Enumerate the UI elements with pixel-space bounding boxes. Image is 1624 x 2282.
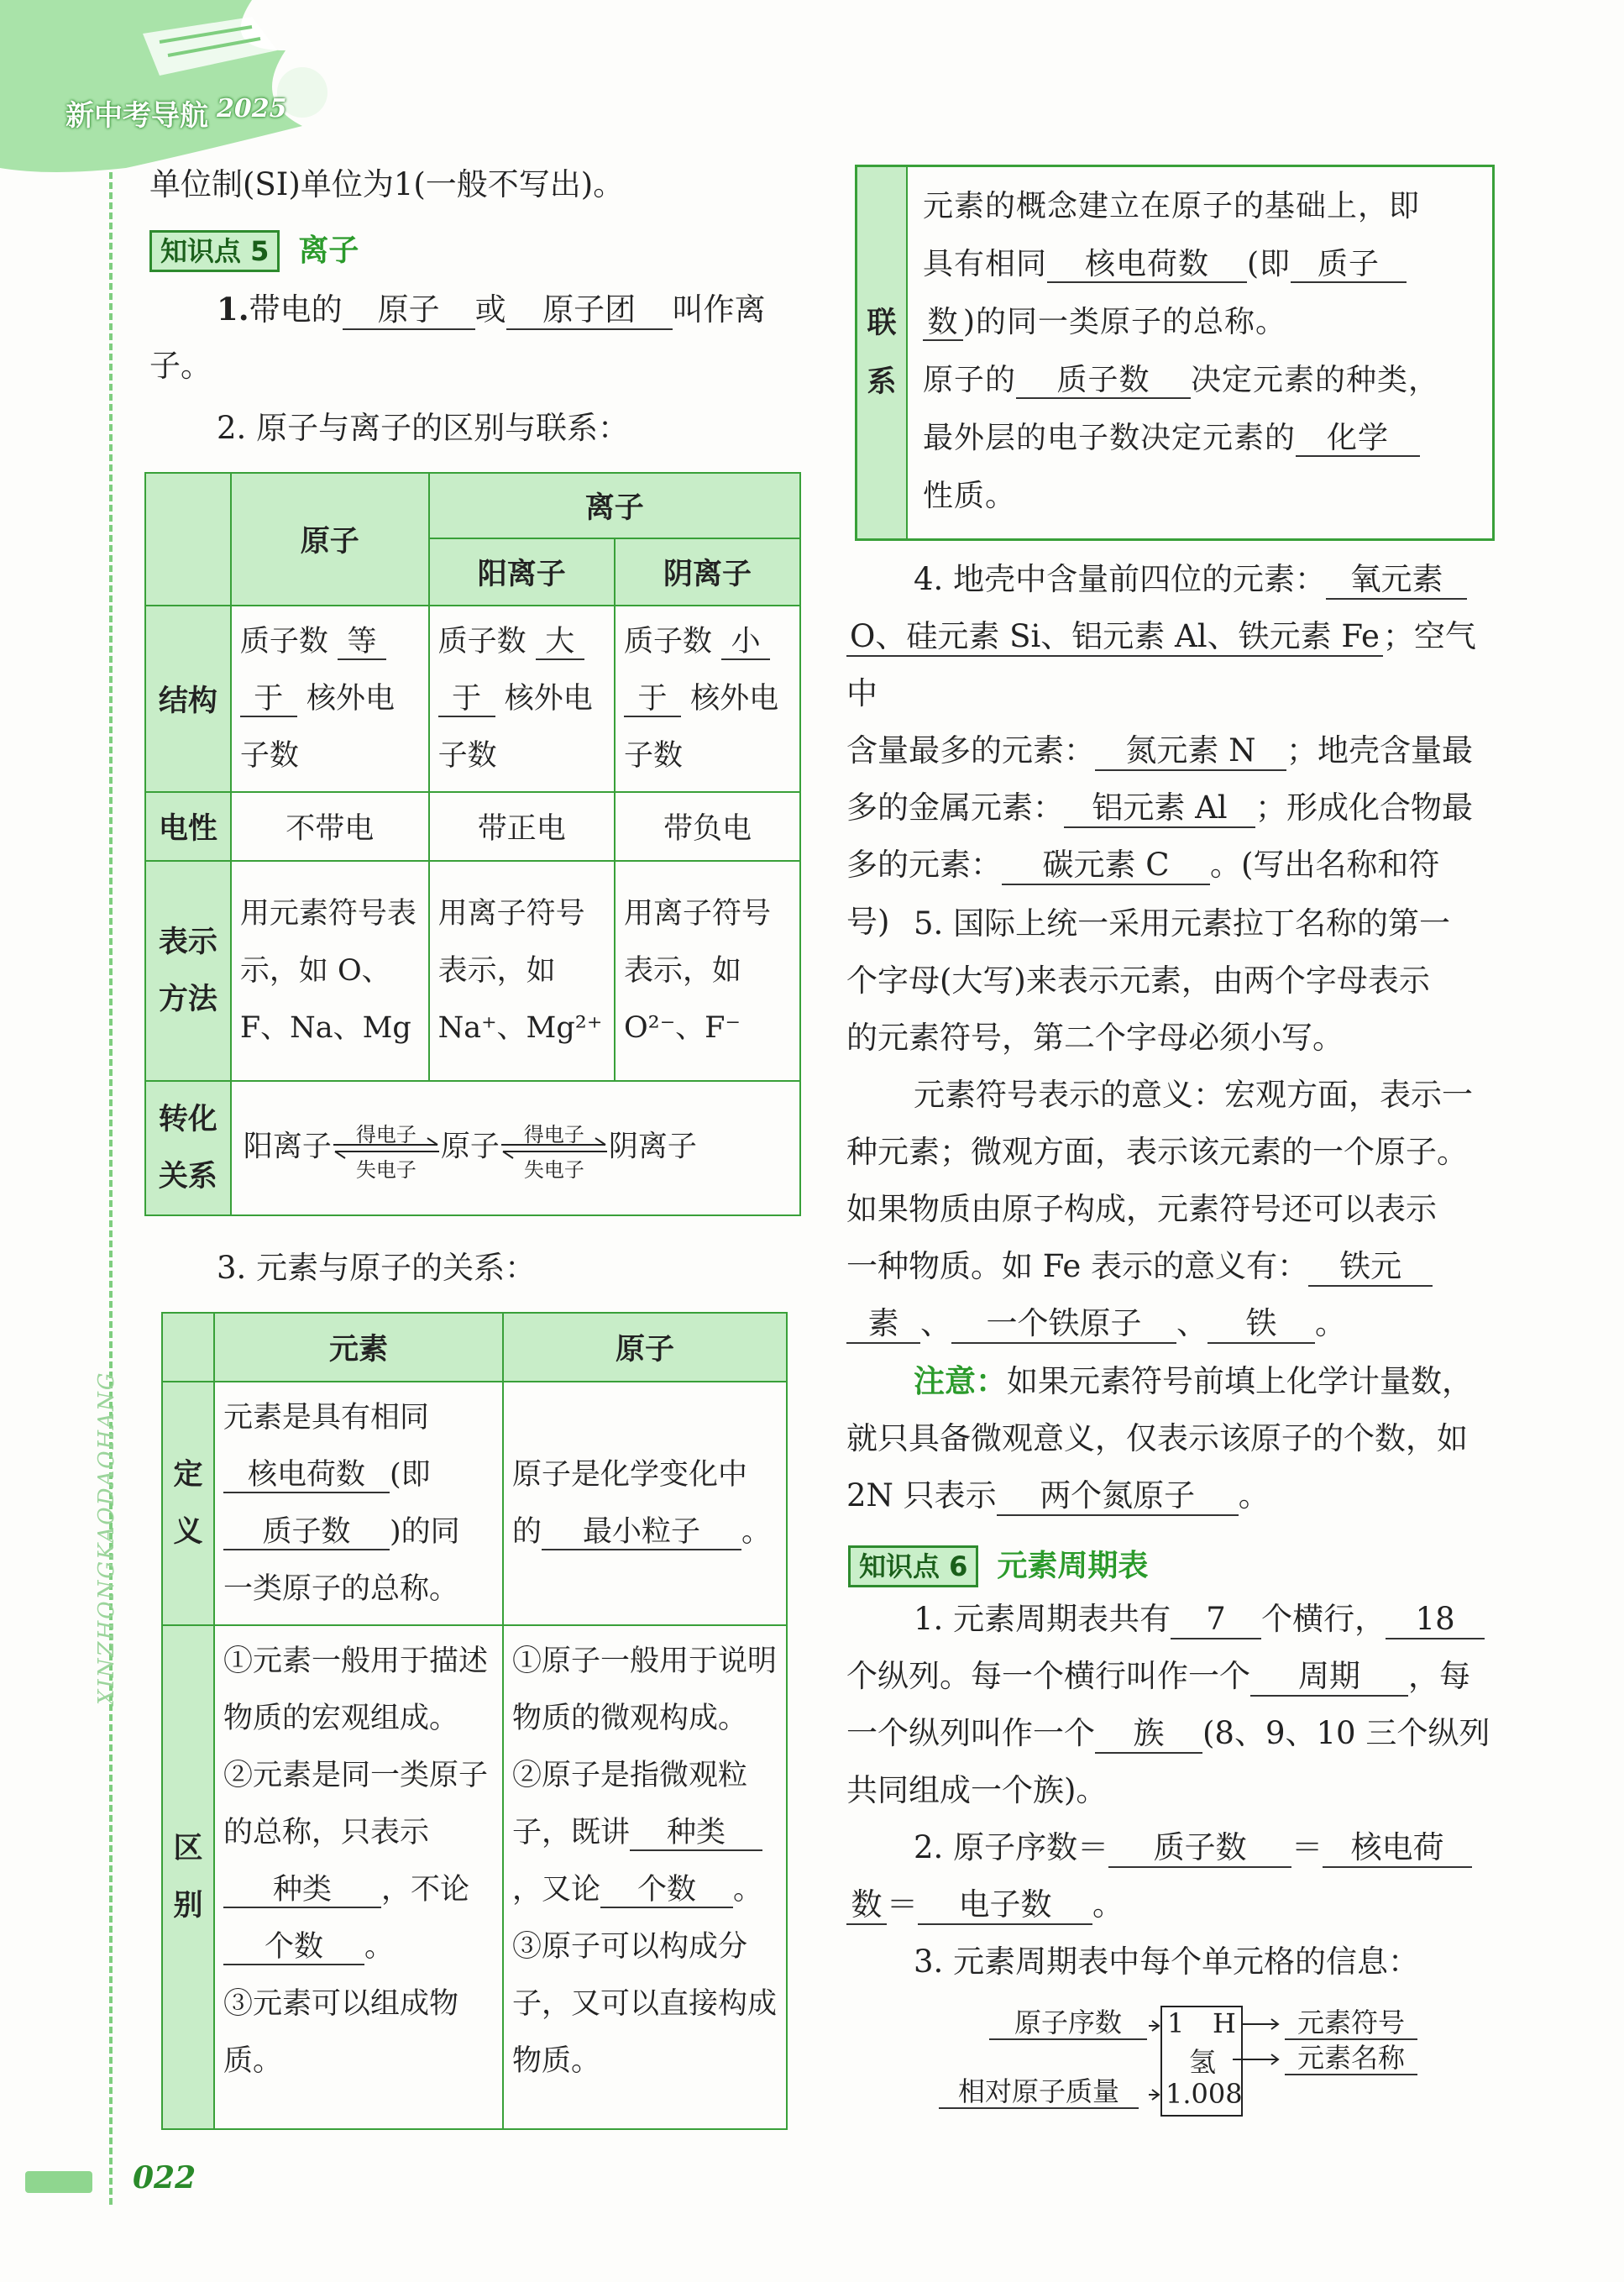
t1-structure-anion: 质子数 小 于 核外电子数	[615, 606, 800, 792]
kp5-label: 知识点 5	[149, 230, 280, 272]
cell-name: 氢	[1189, 2046, 1217, 2078]
periodic-p1: 1. 元素周期表共有 7 个横行， 18 个纵列。每一个横行叫作一个 周期 ，每 一个纵列叫作一个 族 (8、9、10 三个纵列 共同组成一个族)。	[846, 1601, 1490, 1808]
q1-number: 1.	[217, 291, 249, 328]
label-atomic-number: 原子序数	[989, 2007, 1147, 2040]
t2-def-atom: 原子是化学变化中 的 最小粒子 。	[503, 1382, 787, 1625]
footer-bar	[25, 2171, 92, 2193]
conv-arrow-2: 得电子 失电子	[500, 1123, 609, 1173]
t1-repr-cation: 用离子符号表示，如Na⁺、Mg²⁺	[429, 861, 615, 1081]
label-element-name: 元素名称	[1285, 2043, 1417, 2075]
kp5-title: 离子	[298, 233, 359, 268]
q1-answer-atom: 原子	[343, 292, 475, 330]
t2-row-difference: 区别	[162, 1625, 214, 2129]
t1-structure-cation: 质子数 大 于 核外电子数	[429, 606, 615, 792]
periodic-p2: 2. 原子序数＝ 质子数 ＝ 核电荷 数 ＝ 电子数 。	[846, 1819, 1501, 1933]
t1-row-structure: 结构	[145, 606, 231, 792]
periodic-p3: 3. 元素周期表中每个单元格的信息：	[914, 1944, 1420, 1980]
element-atom-table	[161, 1312, 788, 2130]
header-title: 新中考导航	[65, 99, 208, 133]
t1-header-cation: 阳离子	[429, 538, 615, 606]
t1-charge-atom: 不带电	[231, 792, 429, 861]
t1-structure-atom: 质子数 等 于 核外电子数	[231, 606, 429, 792]
label-atomic-mass: 相对原子质量	[939, 2076, 1139, 2109]
periodic-cell-diagram	[939, 2006, 1443, 2123]
conv-anion: 阴离子	[608, 1130, 697, 1164]
line-si-unit: 单位制(SI)单位为1(一般不写出)。	[149, 166, 625, 202]
t1-header-anion: 阴离子	[615, 538, 800, 606]
q5-paragraph: 5. 国际上统一采用元素拉丁名称的第一 个字母(大写)来表示元素，由两个字母表示 的元素符号，第二个字母必须小写。	[846, 905, 1451, 1056]
cell-number: 1	[1167, 2007, 1185, 2039]
t1-row-charge: 电性	[145, 792, 231, 861]
side-watermark-text: XINZHONGKAODAOHANG	[94, 1371, 119, 1705]
t2-corner	[162, 1313, 214, 1382]
q1-answer-group: 原子团	[506, 292, 673, 330]
t2-header-element: 元素	[214, 1313, 503, 1382]
t1-repr-anion: 用离子符号表示，如O²⁻、F⁻	[615, 861, 800, 1081]
header-banner	[0, 0, 353, 176]
t1-corner	[145, 473, 231, 606]
q1-text-or: 或	[474, 291, 506, 328]
t2-header-atom: 原子	[503, 1313, 787, 1382]
periodic-cell	[1160, 2006, 1243, 2117]
conv-cation: 阳离子	[243, 1130, 332, 1164]
knowledge-point-6	[848, 1542, 1148, 1587]
q1-text-a: 带电的	[249, 291, 343, 328]
conv-arrow-1: 得电子 失电子	[332, 1123, 441, 1173]
kp6-title: 元素周期表	[997, 1549, 1149, 1583]
q4-paragraph: 4. 地壳中含量前四位的元素： 氧元素 O、硅元素 Si、铝元素 Al、铁元素 Fe ；空气中 含量最多的元素： 氮元素 N ；地壳含量最 多的金属元素： 铝元素 Al ；形成化合物最 多的元素： 碳元素 C 。(写出名称和符 号)	[846, 561, 1476, 940]
t1-row-conversion: 转化关系	[145, 1081, 231, 1215]
relation-box	[855, 165, 1495, 541]
conv-atom: 原子	[440, 1130, 500, 1164]
q1-line2: 子。	[149, 348, 212, 384]
note-paragraph: 注意：如果元素符号前填上化学计量数， 就只具备微观意义，仅表示该原子的个数，如 2N 只表示 两个氮原子 。	[846, 1352, 1501, 1524]
note-label: 注意：	[914, 1362, 1007, 1399]
t2-diff-atom: ①原子一般用于说明物质的微观构成。 ②原子是指微观粒子，既讲 种类，又论 个数 。 ③原子可以构成分子，又可以直接构成物质。	[503, 1625, 787, 2129]
t1-row-representation: 表示方法	[145, 861, 231, 1081]
page-number: 022	[133, 2160, 196, 2195]
q3-heading: 3. 元素与原子的关系：	[217, 1250, 537, 1286]
cell-mass: 1.008	[1166, 2078, 1243, 2110]
t1-header-ion: 离子	[429, 473, 800, 538]
label-element-symbol: 元素符号	[1285, 2007, 1417, 2040]
t1-conversion	[231, 1081, 800, 1215]
meaning-paragraph: 元素符号表示的意义：宏观方面，表示一 种元素；微观方面，表示该元素的一个原子。 如果物质由原子构成，元素符号还可以表示 一种物质。如 Fe 表示的意义有： 铁元 素 、 一个铁原子 、 铁 。	[846, 1067, 1501, 1352]
relation-box-text: 元素的概念建立在原子的基础上，即 具有相同 核电荷数 (即 质子 数 )的同一类原子的总称。 原子的 质子数 决定元素的种类， 最外层的电子数决定元素的 化学 性质。	[923, 189, 1440, 513]
t1-repr-atom: 用元素符号表示，如 O、F、Na、Mg	[231, 861, 429, 1081]
t2-diff-element: ①元素一般用于描述物质的宏观组成。 ②元素是同一类原子的总称，只表示 种类 ，不论 个数 。 ③元素可以组成物质。	[214, 1625, 503, 2129]
t2-row-definition: 定义	[162, 1382, 214, 1625]
t1-header-atom: 原子	[231, 473, 429, 606]
q1-text-b: 叫作离	[672, 291, 766, 328]
relation-box-label: 联系	[867, 306, 897, 399]
q2-heading: 2. 原子与离子的区别与联系：	[217, 410, 630, 446]
t1-charge-cation: 带正电	[429, 792, 615, 861]
kp6-label: 知识点 6	[848, 1545, 978, 1587]
cell-symbol: H	[1213, 2007, 1236, 2039]
t1-charge-anion: 带负电	[615, 792, 800, 861]
knowledge-point-5	[149, 227, 359, 272]
atom-ion-table	[144, 472, 801, 1216]
q1-line	[217, 281, 821, 338]
t2-def-element: 元素是具有相同 核电荷数 (即 质子数 )的同 一类原子的总称。	[214, 1382, 503, 1625]
header-year: 2025	[217, 94, 287, 123]
margin-dashed-line	[109, 172, 113, 2205]
